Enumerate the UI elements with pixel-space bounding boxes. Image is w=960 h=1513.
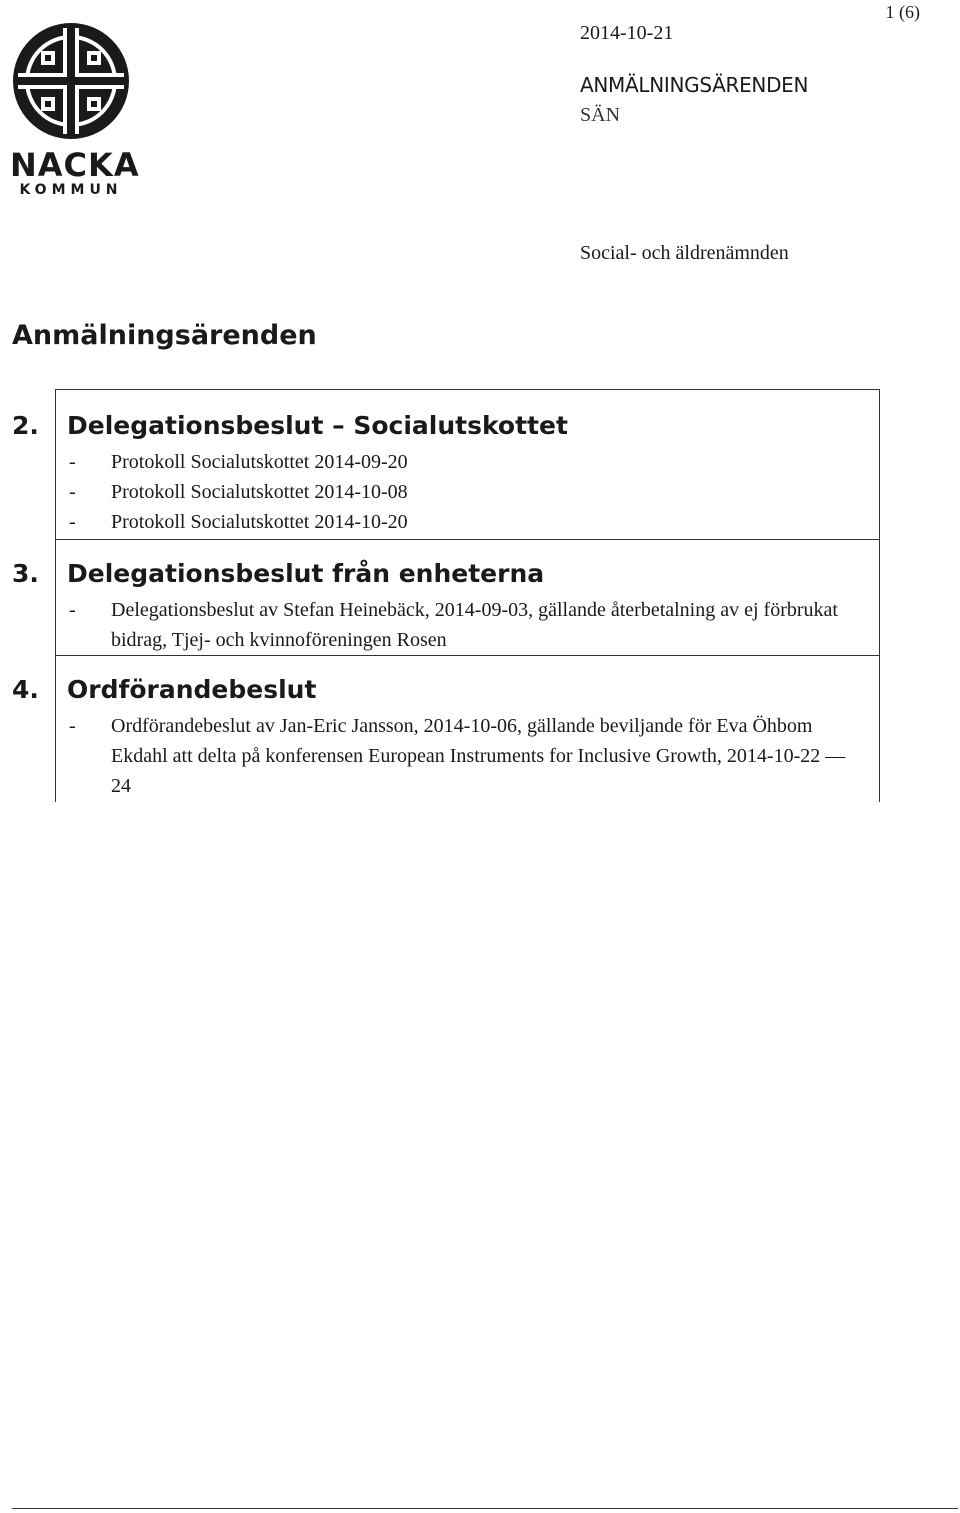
entry-list xyxy=(67,711,867,801)
table-border-top xyxy=(55,389,880,390)
entry-list xyxy=(67,595,867,655)
section-number: 3. xyxy=(12,559,39,588)
entry-list xyxy=(67,447,867,537)
list-item xyxy=(67,711,867,801)
document-date: 2014-10-21 xyxy=(580,22,674,44)
table-border-right xyxy=(879,389,880,802)
table-divider xyxy=(55,539,880,540)
entry-text: Protokoll Socialutskottet 2014-09-20 xyxy=(111,451,408,473)
section-number: 4. xyxy=(12,675,39,704)
page-number: 1 (6) xyxy=(885,2,920,22)
dash-bullet: - xyxy=(69,715,76,737)
section-heading: Delegationsbeslut från enheterna xyxy=(67,559,545,588)
section-number: 2. xyxy=(12,411,39,440)
table-border-left xyxy=(55,389,56,802)
page-title: Anmälningsärenden xyxy=(12,320,317,351)
entry-text: Protokoll Socialutskottet 2014-10-20 xyxy=(111,511,408,533)
logo-text-kommun: KOMMUN xyxy=(19,182,123,198)
list-item xyxy=(67,507,867,537)
list-item xyxy=(67,447,867,477)
list-item xyxy=(67,595,867,655)
dash-bullet: - xyxy=(69,511,76,533)
committee-name: Social- och äldrenämnden xyxy=(580,242,789,264)
nacka-kommun-logo xyxy=(10,20,140,198)
nacka-emblem-icon xyxy=(10,20,132,142)
logo-text-nacka: NACKA xyxy=(10,146,140,184)
table-divider xyxy=(55,655,880,656)
entry-text: Ordförandebeslut av Jan-Eric Jansson, 2014-10-06, gällande beviljande för Eva Öhbom Ekdahl att delta på konferensen European Instruments for Inclusive Growth, 2014-10-22 — 24 xyxy=(111,715,846,797)
dash-bullet: - xyxy=(69,599,76,621)
list-item xyxy=(67,477,867,507)
entry-text: Delegationsbeslut av Stefan Heinebäck, 2014-09-03, gällande återbetalning av ej förbrukat bidrag, Tjej- och kvinnoföreningen Rosen xyxy=(111,599,838,651)
items-table xyxy=(0,389,880,802)
dash-bullet: - xyxy=(69,451,76,473)
section-heading: Delegationsbeslut – Socialutskottet xyxy=(67,411,568,440)
section-heading: Ordförandebeslut xyxy=(67,675,317,704)
entry-text: Protokoll Socialutskottet 2014-10-08 xyxy=(111,481,408,503)
document-abbreviation: SÄN xyxy=(580,104,621,126)
footer-rule xyxy=(12,1508,958,1509)
dash-bullet: - xyxy=(69,481,76,503)
document-type: ANMÄLNINGSÄRENDEN xyxy=(580,73,809,97)
